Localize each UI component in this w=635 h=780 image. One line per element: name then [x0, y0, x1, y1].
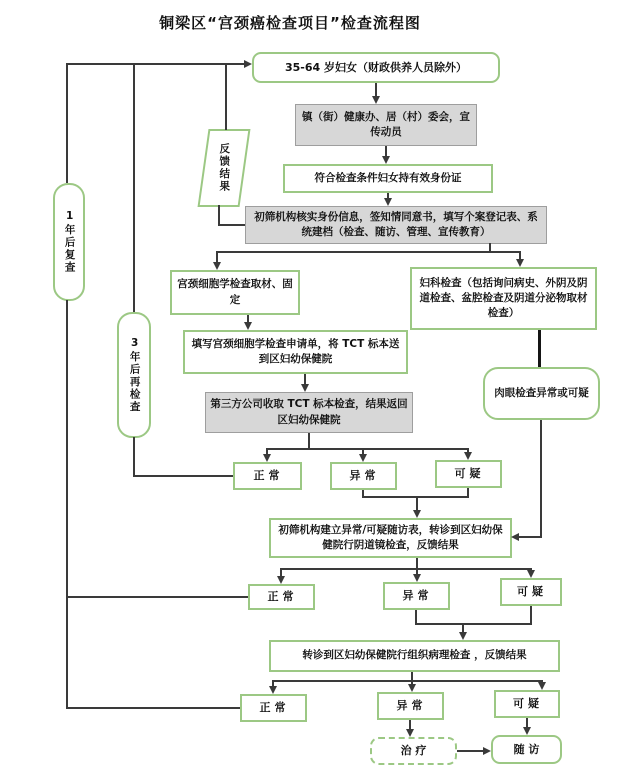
flow-line: [66, 300, 68, 709]
arrow-down-icon: [516, 259, 524, 267]
node-followup: 随 访: [491, 735, 562, 764]
arrow-down-icon: [523, 727, 531, 735]
arrow-down-icon: [244, 322, 252, 330]
node-eligible-women-id: 符合检查条件妇女持有效身份证: [283, 164, 493, 193]
flow-line: [66, 707, 240, 709]
node-feedback-results: [198, 129, 251, 207]
arrow-down-icon: [269, 686, 277, 694]
flow-line: [415, 623, 532, 625]
arrow-down-icon: [413, 574, 421, 582]
node-gyn-exam: 妇科检查（包括询问病史、外阴及阴道检查、盆腔检查及阴道分泌物取材检查）: [410, 267, 597, 330]
node-town-committee-mobilize: 镇（街）健康办、居（村）委会，宣传动员: [295, 104, 477, 146]
node-cytology-request-form: 填写宫颈细胞学检查申请单，将 TCT 标本送到区妇幼保健院: [183, 330, 408, 374]
arrow-down-icon: [408, 684, 416, 692]
flow-line: [133, 475, 233, 477]
flow-line: [457, 750, 484, 752]
arrow-right-icon: [244, 60, 252, 68]
flow-line: [66, 63, 68, 183]
flow-line: [266, 448, 469, 450]
node-tct-abnormal: 异常: [330, 462, 397, 490]
flow-line: [67, 63, 245, 65]
node-colpo-suspicious: 可疑: [500, 578, 562, 606]
flow-line: [218, 224, 245, 226]
arrow-down-icon: [459, 632, 467, 640]
node-target-women: 35-64 岁妇女（财政供养人员除外）: [252, 52, 500, 83]
node-tct-suspicious: 可疑: [435, 460, 502, 488]
arrow-down-icon: [213, 262, 221, 270]
node-path-normal: 正常: [240, 694, 307, 722]
node-path-abnormal: 异常: [377, 692, 444, 720]
flow-line: [133, 437, 135, 477]
node-colpo-abnormal: 异常: [383, 582, 450, 610]
arrow-left-icon: [511, 533, 519, 541]
node-colpo-normal: 正常: [248, 584, 315, 610]
flow-line: [540, 420, 542, 538]
arrow-down-icon: [382, 156, 390, 164]
arrow-down-icon: [372, 96, 380, 104]
arrow-down-icon: [263, 454, 271, 462]
flow-line: [538, 330, 541, 367]
arrow-down-icon: [277, 576, 285, 584]
node-cervical-cytology-sampling: 宫颈细胞学检查取材、固定: [170, 270, 300, 315]
node-recheck-1year: 1年后复查: [53, 183, 85, 301]
node-screening-org-register: 初筛机构核实身份信息，签知情同意书，填写个案登记表、系统建档（检查、随访、管理、宣传教育）: [245, 206, 547, 244]
arrow-down-icon: [413, 510, 421, 518]
node-third-party-tct: 第三方公司收取 TCT 标本检查，结果返回区妇幼保健院: [205, 392, 413, 433]
node-visual-abnormal-suspicious: 肉眼检查异常或可疑: [483, 367, 600, 420]
node-treatment: 治 疗: [370, 737, 457, 765]
page-title: 铜梁区“宫颈癌检查项目”检查流程图: [159, 14, 421, 32]
flow-line: [218, 205, 220, 226]
node-path-suspicious: 可疑: [494, 690, 560, 718]
flow-line: [375, 83, 377, 97]
arrow-down-icon: [464, 452, 472, 460]
node-colposcopy-referral: 初筛机构建立异常/可疑随访表，转诊到区妇幼保健院行阴道镜检查，反馈结果: [269, 518, 512, 558]
node-pathology-referral: 转诊到区妇幼保健院行组织病理检查 ，反馈结果: [269, 640, 560, 672]
flow-line: [66, 596, 248, 598]
arrow-down-icon: [359, 454, 367, 462]
arrow-down-icon: [301, 384, 309, 392]
flow-line: [225, 63, 227, 130]
feedback-label: 反馈结果: [218, 143, 231, 193]
arrow-down-icon: [384, 198, 392, 206]
flow-line: [280, 568, 532, 570]
arrow-right-icon: [483, 747, 491, 755]
node-tct-normal: 正常: [233, 462, 302, 490]
flow-line: [518, 536, 542, 538]
node-recheck-3year: 3年后再检查: [117, 312, 151, 438]
flow-line: [216, 251, 521, 253]
flow-line: [133, 63, 135, 312]
arrow-down-icon: [406, 729, 414, 737]
arrow-down-icon: [527, 570, 535, 578]
arrow-down-icon: [538, 682, 546, 690]
flow-line: [272, 680, 543, 682]
